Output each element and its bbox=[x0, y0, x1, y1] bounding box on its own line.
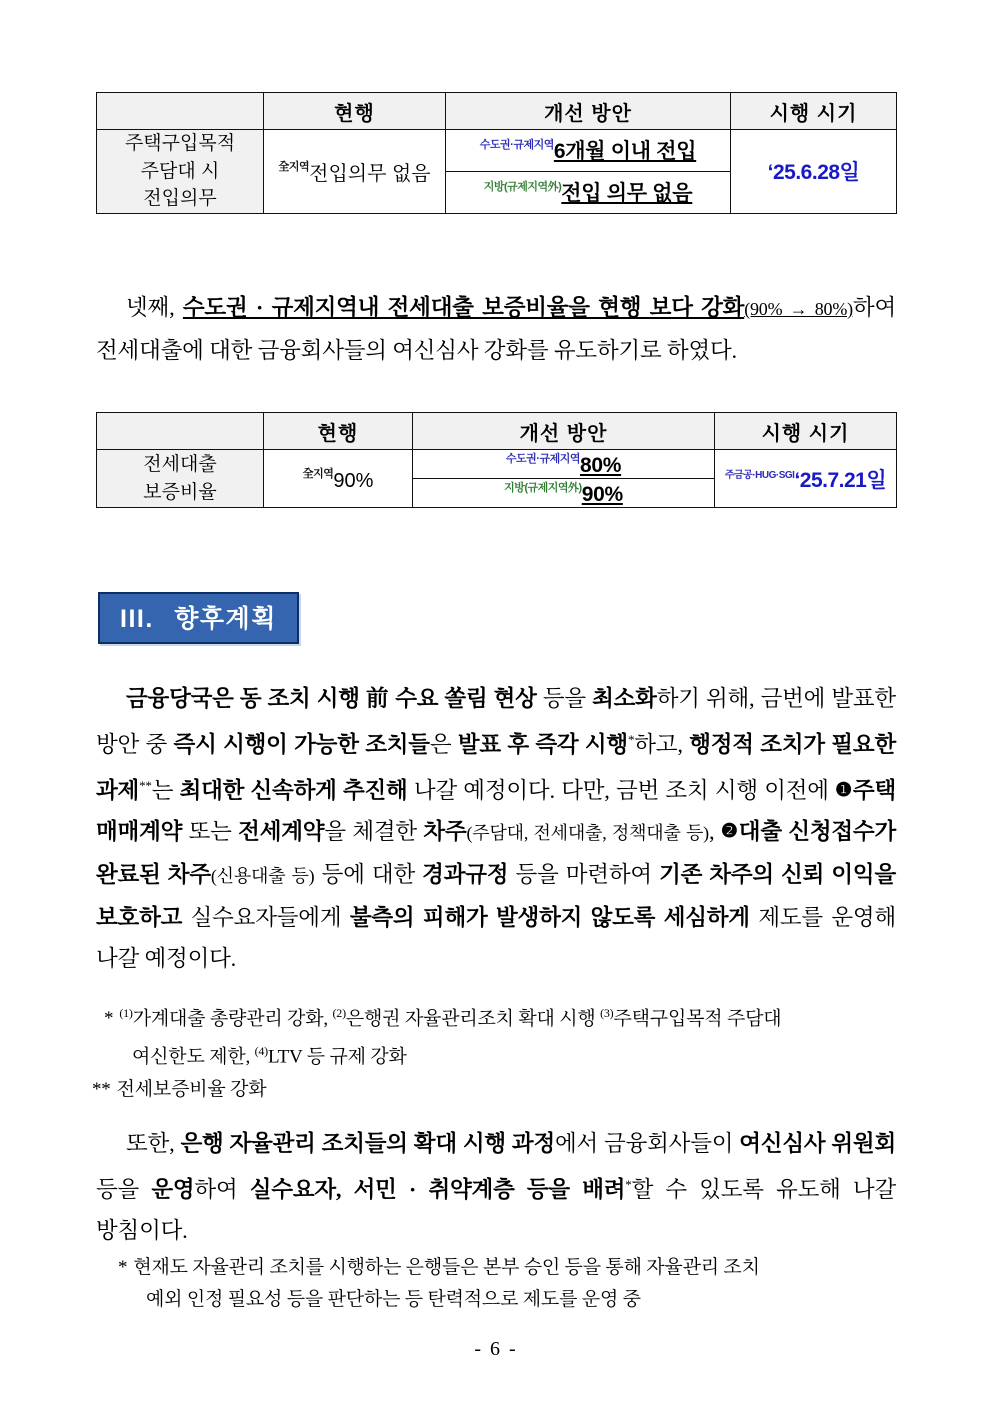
table2-header-improvement: 개선 방안 bbox=[413, 413, 715, 450]
fn-text-4: 여신한도 제한, bbox=[132, 1046, 255, 1068]
p2-hanja: 前 bbox=[365, 686, 390, 711]
p2-l1b: 수요 쏠림 현상 bbox=[389, 686, 537, 711]
p2-l2b: 은 bbox=[429, 732, 458, 757]
table1-row-label-l2: 주담대 시 bbox=[140, 160, 220, 182]
p1-paren-underlined: 80%) bbox=[814, 299, 853, 319]
footnote2-line2: 예외 인정 필요성 등을 판단하는 등 탄력적으로 제도를 운영 중 bbox=[146, 1289, 641, 1310]
fn-text-5: LTV 등 규제 강화 bbox=[267, 1046, 407, 1068]
section-heading-future-plan bbox=[98, 592, 299, 644]
table1-timing-cell bbox=[731, 130, 897, 214]
table1-row-label-l1: 주택구입목적 bbox=[124, 133, 236, 154]
footnote-item bbox=[92, 1074, 904, 1106]
table1-timing-text: ‘25.6.28일 bbox=[767, 161, 860, 185]
circled-number-one: ❶ bbox=[835, 780, 853, 801]
table1-improvement-0-sup: 수도권·규제지역 bbox=[479, 139, 554, 152]
p2-l2a: 즉시 시행이 가능한 조치들 bbox=[173, 732, 430, 757]
table-header-row bbox=[97, 93, 897, 130]
table1-current-sup: 全지역 bbox=[278, 160, 310, 173]
footnote2-line1: 현재도 자율관리 조치를 시행하는 은행들은 본부 승인 등을 통해 자율관리 조치 bbox=[133, 1257, 760, 1278]
table2-header-current: 현행 bbox=[264, 413, 413, 450]
p2-l5a: 대출 신청접수가 완료된 차주 bbox=[96, 819, 897, 887]
p3-b: 은행 자율관리 조치들의 확대 시행 과정 bbox=[180, 1131, 555, 1156]
p3-i: 할 수 있도록 유도해 나갈 방침이다. bbox=[96, 1177, 897, 1243]
section-title: 향후계획 bbox=[174, 605, 277, 633]
footnote-line2 bbox=[104, 1035, 904, 1073]
footnote-marker-doublestar: ** bbox=[92, 1078, 111, 1100]
p2-l4a: 주택 매매계약 bbox=[96, 778, 896, 844]
p2-l3c: 최대한 신속하게 추진해 bbox=[179, 778, 408, 803]
p2-l3a: 행정적 조치가 필요한 과제 bbox=[96, 732, 896, 803]
table2-timing-sup: 주금공·HUG·SGI bbox=[724, 469, 795, 481]
table1-header-timing: 시행 시기 bbox=[731, 93, 897, 130]
p2-l1c: 등을 bbox=[536, 686, 593, 711]
table-row bbox=[97, 450, 897, 479]
table2-current-text: 90% bbox=[333, 469, 374, 492]
fn-text-1: 가계대출 총량관리 강화, bbox=[132, 1008, 333, 1030]
fn-text-3: 주택구입목적 주담대 bbox=[613, 1008, 782, 1030]
table2-improvement-0-sup: 수도권·규제지역 bbox=[505, 453, 580, 465]
table1-improvement-local bbox=[446, 171, 731, 213]
table2-row-label bbox=[97, 450, 264, 508]
p3-e: 등을 bbox=[96, 1177, 152, 1202]
p3-a: 또한, bbox=[126, 1131, 181, 1156]
table2-row-label-l1: 전세대출 bbox=[143, 453, 217, 475]
page-number: - 6 - bbox=[474, 1338, 518, 1360]
p2-l5c: 경과규정 bbox=[422, 862, 509, 887]
table1-row-label-l3: 전입의무 bbox=[143, 188, 217, 210]
p3-f: 운영 bbox=[151, 1177, 195, 1202]
p2-l4paren: (주담대, 전세대출, 정책대출 등) bbox=[466, 823, 709, 843]
table2-timing-cell bbox=[715, 450, 897, 508]
table2-timing-text: ‘25.7.21일 bbox=[794, 468, 887, 492]
table1-current-cell bbox=[264, 130, 446, 214]
table1-header-improvement: 개선 방안 bbox=[446, 93, 731, 130]
table-header-row bbox=[97, 413, 897, 450]
circled-number-two: ❷ bbox=[720, 821, 739, 842]
fn-text-2: 은행권 자율관리조치 확대 시행 bbox=[345, 1008, 601, 1030]
p2-l3d: 나갈 예정이다. 다만, 금번 조치 시행 이전에 bbox=[407, 778, 836, 803]
fn-sup-4: (4) bbox=[254, 1044, 268, 1059]
p2-star1: * bbox=[627, 732, 635, 747]
table1-improvement-0-text: 6개월 이내 전입 bbox=[553, 140, 697, 164]
table1-improvement-1-text: 전입 의무 없음 bbox=[561, 182, 693, 206]
p2-l5d: 등을 마련하여 bbox=[508, 862, 660, 887]
p2-l1e: 하기 위해, 금번에 발표한 방안 중 bbox=[96, 686, 896, 757]
table2-header-blank bbox=[97, 413, 264, 450]
p2-star2: ** bbox=[139, 778, 152, 793]
p2-l4c: 전세계약 bbox=[238, 819, 325, 844]
footnote-item bbox=[104, 997, 904, 1074]
p1-underlined: 수도권 · 규제지역내 전세대출 보증비율을 현행 보다 강화 bbox=[182, 295, 745, 320]
p1-rest: 하여 전세대출에 대한 금융회사들의 여신심사 강화를 유도하기로 하였다. bbox=[96, 295, 896, 363]
p2-l6a: 불측의 피해가 발생하지 않도록 세심하게 bbox=[349, 905, 750, 930]
footnote-marker-star: * bbox=[104, 1008, 114, 1030]
table2-current-cell bbox=[264, 450, 413, 508]
table2-improvement-local bbox=[413, 479, 715, 508]
fn-sup-2: (2) bbox=[332, 1006, 346, 1020]
fn-sup-3: (3) bbox=[600, 1006, 614, 1020]
p3-star: * bbox=[625, 1177, 632, 1192]
p2-l6b: 제도를 운영해 나갈 예정이다. bbox=[96, 905, 897, 971]
table1-row-label bbox=[97, 130, 264, 214]
p1-lead: 넷째, bbox=[126, 295, 183, 320]
table1-improvement-1-sup: 지방(규제지역外) bbox=[483, 181, 562, 194]
table-row bbox=[97, 130, 897, 172]
paragraph-credit-review-committee bbox=[96, 1123, 896, 1251]
p3-c: 에서 금융회사들이 bbox=[555, 1131, 740, 1156]
table-transfer-obligation bbox=[96, 92, 897, 214]
table1-current-text: 전입의무 없음 bbox=[309, 162, 431, 185]
table2-row-label-l2: 보증비율 bbox=[143, 481, 217, 503]
p2-l4e: 차주 bbox=[423, 819, 467, 844]
footnote2-marker-star: * bbox=[118, 1257, 128, 1278]
table2-improvement-capital bbox=[413, 450, 715, 479]
paragraph-future-plan-body bbox=[96, 678, 896, 979]
fn-sup-1: (1) bbox=[119, 1006, 133, 1020]
p3-g: 하여 bbox=[194, 1177, 250, 1202]
p2-l1a: 금융당국은 동 조치 시행 bbox=[126, 686, 366, 711]
p2-l5e: 기존 차주의 신뢰 이익을 보호하고 bbox=[96, 862, 896, 930]
table2-header-timing: 시행 시기 bbox=[715, 413, 897, 450]
table-jeonse-guarantee-ratio bbox=[96, 412, 897, 508]
p2-l1d: 최소화 bbox=[592, 686, 657, 711]
table2-improvement-1-text: 90% bbox=[581, 483, 623, 506]
p3-h: 실수요자, 서민 · 취약계층 등을 배려 bbox=[249, 1177, 626, 1202]
p2-l5b: 등에 대한 bbox=[314, 862, 423, 887]
table1-header-current: 현행 bbox=[264, 93, 446, 130]
table1-header-blank bbox=[97, 93, 264, 130]
table2-improvement-0-text: 80% bbox=[579, 454, 622, 477]
paragraph-fourth bbox=[96, 287, 896, 371]
p2-l4b: 또는 bbox=[182, 819, 239, 844]
p2-l4d: 을 체결한 bbox=[324, 819, 424, 844]
footnote-block-one bbox=[92, 997, 904, 1106]
section-numeral: III. bbox=[120, 605, 154, 633]
p3-d: 여신심사 위원회 bbox=[739, 1131, 897, 1156]
footnote-block-two bbox=[118, 1252, 908, 1316]
table1-improvement-capital bbox=[446, 130, 731, 172]
footnote-item bbox=[118, 1252, 908, 1316]
p2-l4comma: , bbox=[708, 819, 721, 844]
table2-improvement-1-sup: 지방(규제지역外) bbox=[504, 482, 582, 494]
p2-l2c: 발표 후 즉각 시행 bbox=[457, 732, 628, 757]
p2-l5f: 실수요자들에게 bbox=[182, 905, 350, 930]
p2-l3b: 는 bbox=[151, 778, 180, 803]
footnote-doublestar-text: 전세보증비율 강화 bbox=[116, 1078, 267, 1100]
p2-l2d: 하고, bbox=[634, 732, 690, 757]
p1-paren-open: (90% → bbox=[744, 299, 815, 319]
p2-l5paren: (신용대출 등) bbox=[210, 866, 315, 886]
table2-current-sup: 全지역 bbox=[302, 467, 334, 480]
